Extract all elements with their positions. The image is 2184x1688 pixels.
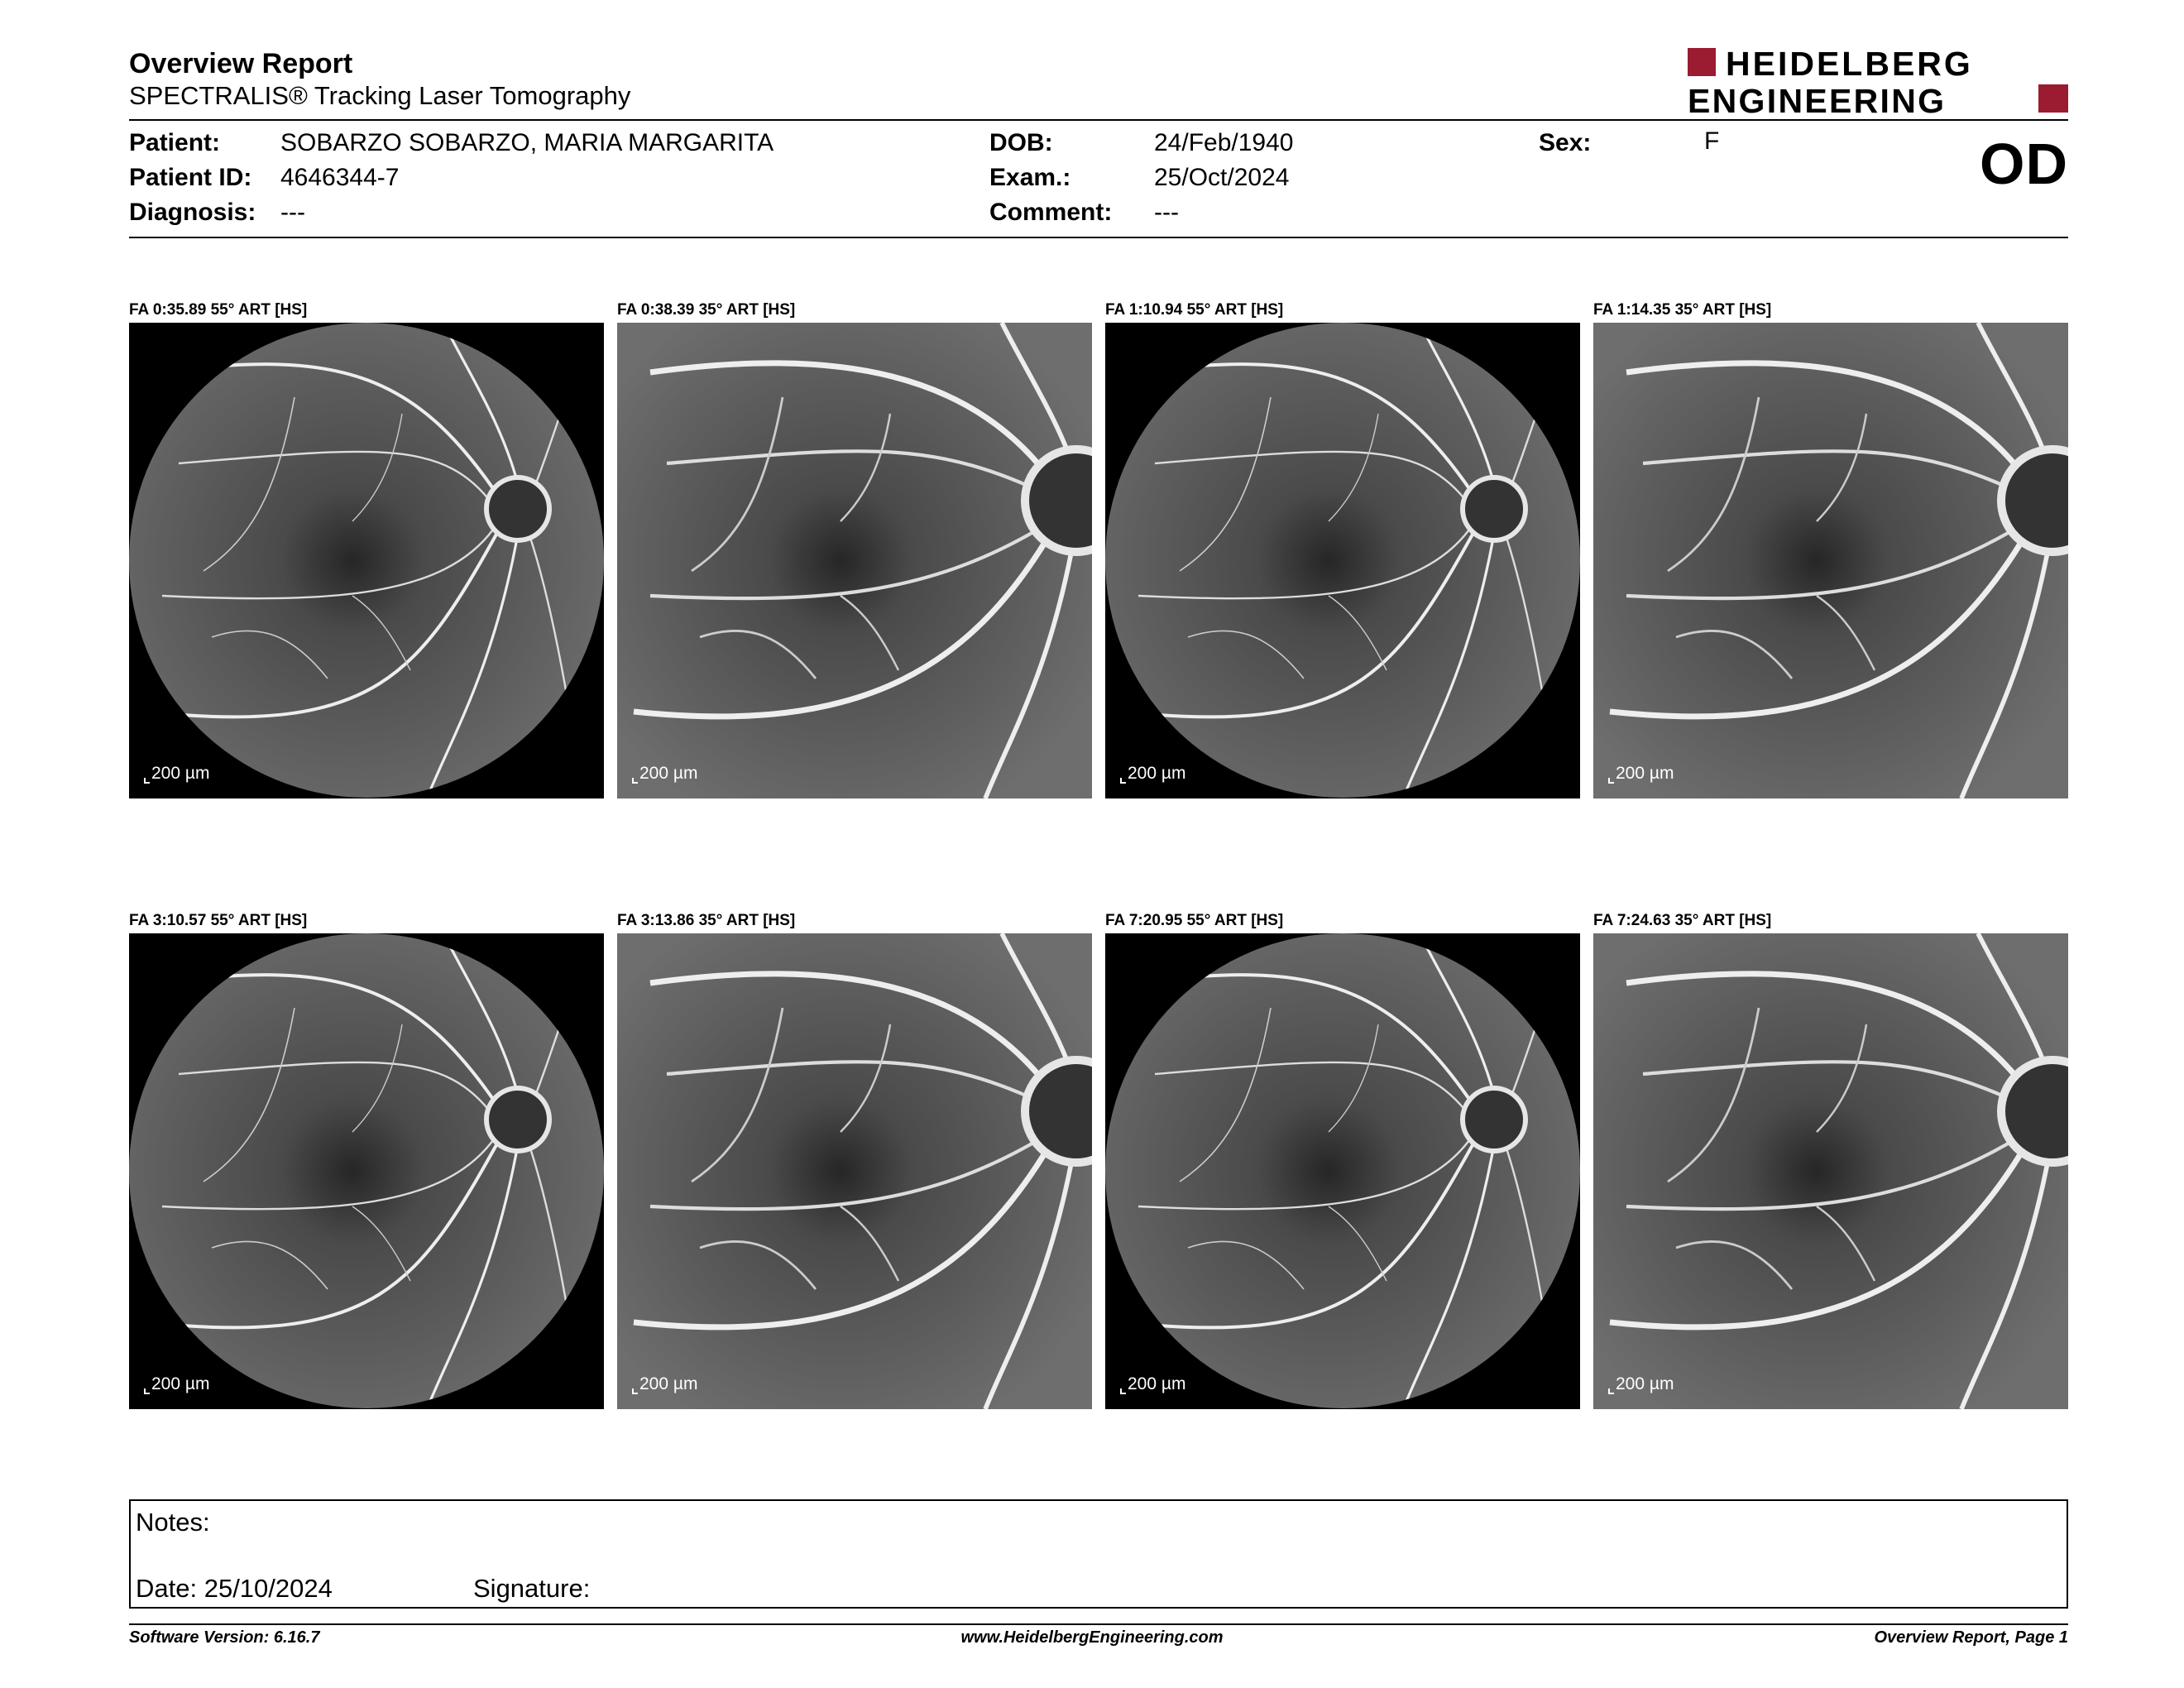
scale-marker-icon: [632, 1388, 638, 1394]
dob-label: DOB:: [989, 129, 1053, 156]
footer-rule: [129, 1623, 2068, 1625]
report-title: Overview Report: [129, 48, 353, 79]
fundus-image[interactable]: [1105, 323, 1580, 798]
patient-id: 4646344-7: [280, 164, 400, 191]
software-version: Software Version: 6.16.7: [129, 1628, 320, 1647]
scale-marker-icon: [632, 778, 638, 784]
notes-label: Notes:: [136, 1508, 210, 1537]
scale-bar: [1120, 1374, 1185, 1394]
scale-bar: [1120, 764, 1185, 784]
scale-label: 200 µm: [1616, 764, 1674, 783]
patient-label: Patient:: [129, 129, 221, 156]
diagnosis-label: Diagnosis:: [129, 199, 256, 226]
scale-label: 200 µm: [1128, 1374, 1186, 1393]
svg-text:HEIDELBERG: HEIDELBERG: [1726, 45, 1973, 83]
scale-bar: [144, 764, 209, 784]
scale-label: 200 µm: [151, 764, 210, 783]
comment-label: Comment:: [989, 199, 1113, 226]
scale-marker-icon: [144, 778, 150, 784]
exam-label: Exam.:: [989, 164, 1071, 191]
scale-bar: [632, 764, 697, 784]
sex-value: F: [1704, 127, 1720, 155]
fundus-graphic: [1593, 323, 2068, 798]
scale-bar: [144, 1374, 209, 1394]
patient-id-label: Patient ID:: [129, 164, 252, 191]
svg-text:ENGINEERING: ENGINEERING: [1688, 82, 1947, 116]
scale-label: 200 µm: [1128, 764, 1186, 783]
image-caption: FA 3:10.57 55° ART [HS]: [129, 912, 308, 929]
website-link[interactable]: www.HeidelbergEngineering.com: [960, 1628, 1224, 1647]
notes-date: Date: 25/10/2024: [136, 1574, 333, 1603]
eye-indicator: OD: [1980, 132, 2068, 196]
scale-marker-icon: [1608, 778, 1614, 784]
scale-marker-icon: [1608, 1388, 1614, 1394]
report-subtitle: SPECTRALIS® Tracking Laser Tomography: [129, 81, 631, 110]
signature-label: Signature:: [473, 1574, 591, 1603]
scale-label: 200 µm: [151, 1374, 210, 1393]
fundus-graphic: [129, 933, 604, 1409]
scale-marker-icon: [1120, 778, 1126, 784]
fundus-image[interactable]: [617, 323, 1092, 798]
image-caption: FA 1:14.35 35° ART [HS]: [1593, 301, 1772, 319]
scale-bar: [632, 1374, 697, 1394]
header-rule: [129, 119, 2068, 121]
scale-bar: [1608, 1374, 1674, 1394]
diagnosis-value: ---: [280, 199, 305, 226]
page-indicator: Overview Report, Page 1: [1874, 1628, 2068, 1647]
patient-rule: [129, 237, 2068, 238]
fundus-graphic: [129, 323, 604, 798]
fundus-image[interactable]: [1105, 933, 1580, 1409]
notes-box: [129, 1499, 2068, 1609]
image-caption: FA 7:20.95 55° ART [HS]: [1105, 912, 1284, 929]
scale-marker-icon: [1120, 1388, 1126, 1394]
fundus-graphic: [1105, 933, 1580, 1409]
heidelberg-logo: [1688, 45, 2068, 116]
image-caption: FA 7:24.63 35° ART [HS]: [1593, 912, 1772, 929]
fundus-graphic: [617, 323, 1092, 798]
sex-label: Sex:: [1539, 129, 1592, 156]
patient-name: SOBARZO SOBARZO, MARIA MARGARITA: [280, 129, 774, 156]
fundus-graphic: [617, 933, 1092, 1409]
scale-label: 200 µm: [1616, 1374, 1674, 1393]
scale-bar: [1608, 764, 1674, 784]
exam-value: 25/Oct/2024: [1154, 164, 1290, 191]
dob-value: 24/Feb/1940: [1154, 129, 1294, 156]
comment-value: ---: [1154, 199, 1179, 226]
fundus-image[interactable]: [129, 933, 604, 1409]
scale-label: 200 µm: [639, 1374, 698, 1393]
fundus-image[interactable]: [1593, 933, 2068, 1409]
image-caption: FA 0:38.39 35° ART [HS]: [617, 301, 796, 319]
image-caption: FA 3:13.86 35° ART [HS]: [617, 912, 796, 929]
scale-label: 200 µm: [639, 764, 698, 783]
fundus-image[interactable]: [129, 323, 604, 798]
image-caption: FA 1:10.94 55° ART [HS]: [1105, 301, 1284, 319]
scale-marker-icon: [144, 1388, 150, 1394]
fundus-image[interactable]: [617, 933, 1092, 1409]
image-caption: FA 0:35.89 55° ART [HS]: [129, 301, 308, 319]
fundus-graphic: [1593, 933, 2068, 1409]
fundus-image[interactable]: [1593, 323, 2068, 798]
fundus-graphic: [1105, 323, 1580, 798]
